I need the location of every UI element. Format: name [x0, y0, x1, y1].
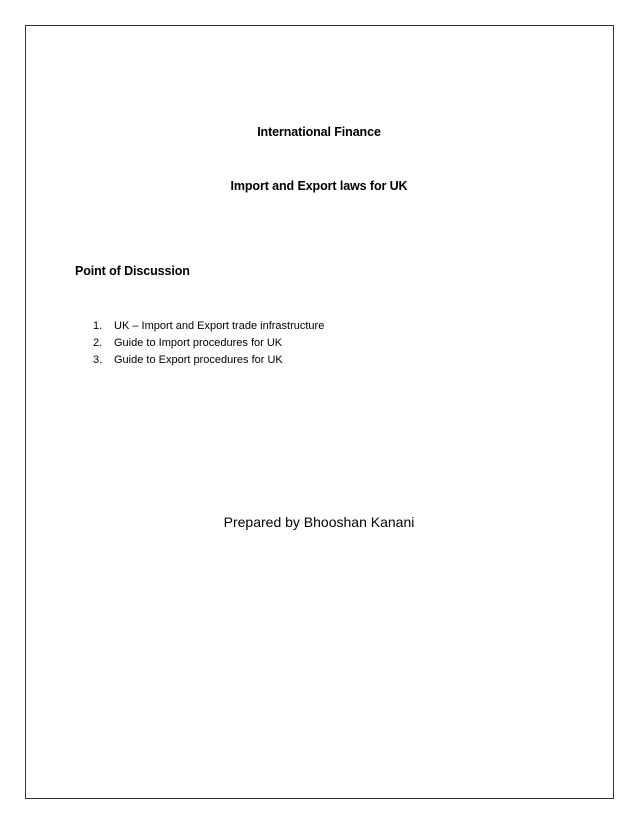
- list-item-text: UK – Import and Export trade infrastructure: [114, 320, 325, 332]
- document-subtitle: Import and Export laws for UK: [230, 179, 408, 193]
- course-title: International Finance: [257, 125, 381, 139]
- section-heading: Point of Discussion: [75, 264, 190, 278]
- list-item: [93, 318, 324, 335]
- list-item-number: 1.: [93, 320, 103, 332]
- prepared-by: Prepared by Bhooshan Kanani: [223, 514, 415, 530]
- list-item: [93, 352, 324, 369]
- page-border: [25, 25, 614, 799]
- list-item: [93, 335, 324, 352]
- list-item-number: 3.: [93, 354, 103, 366]
- list-item-text: Guide to Import procedures for UK: [114, 337, 283, 349]
- list-item-text: Guide to Export procedures for UK: [114, 354, 283, 366]
- discussion-list: [93, 318, 324, 369]
- list-item-number: 2.: [93, 337, 103, 349]
